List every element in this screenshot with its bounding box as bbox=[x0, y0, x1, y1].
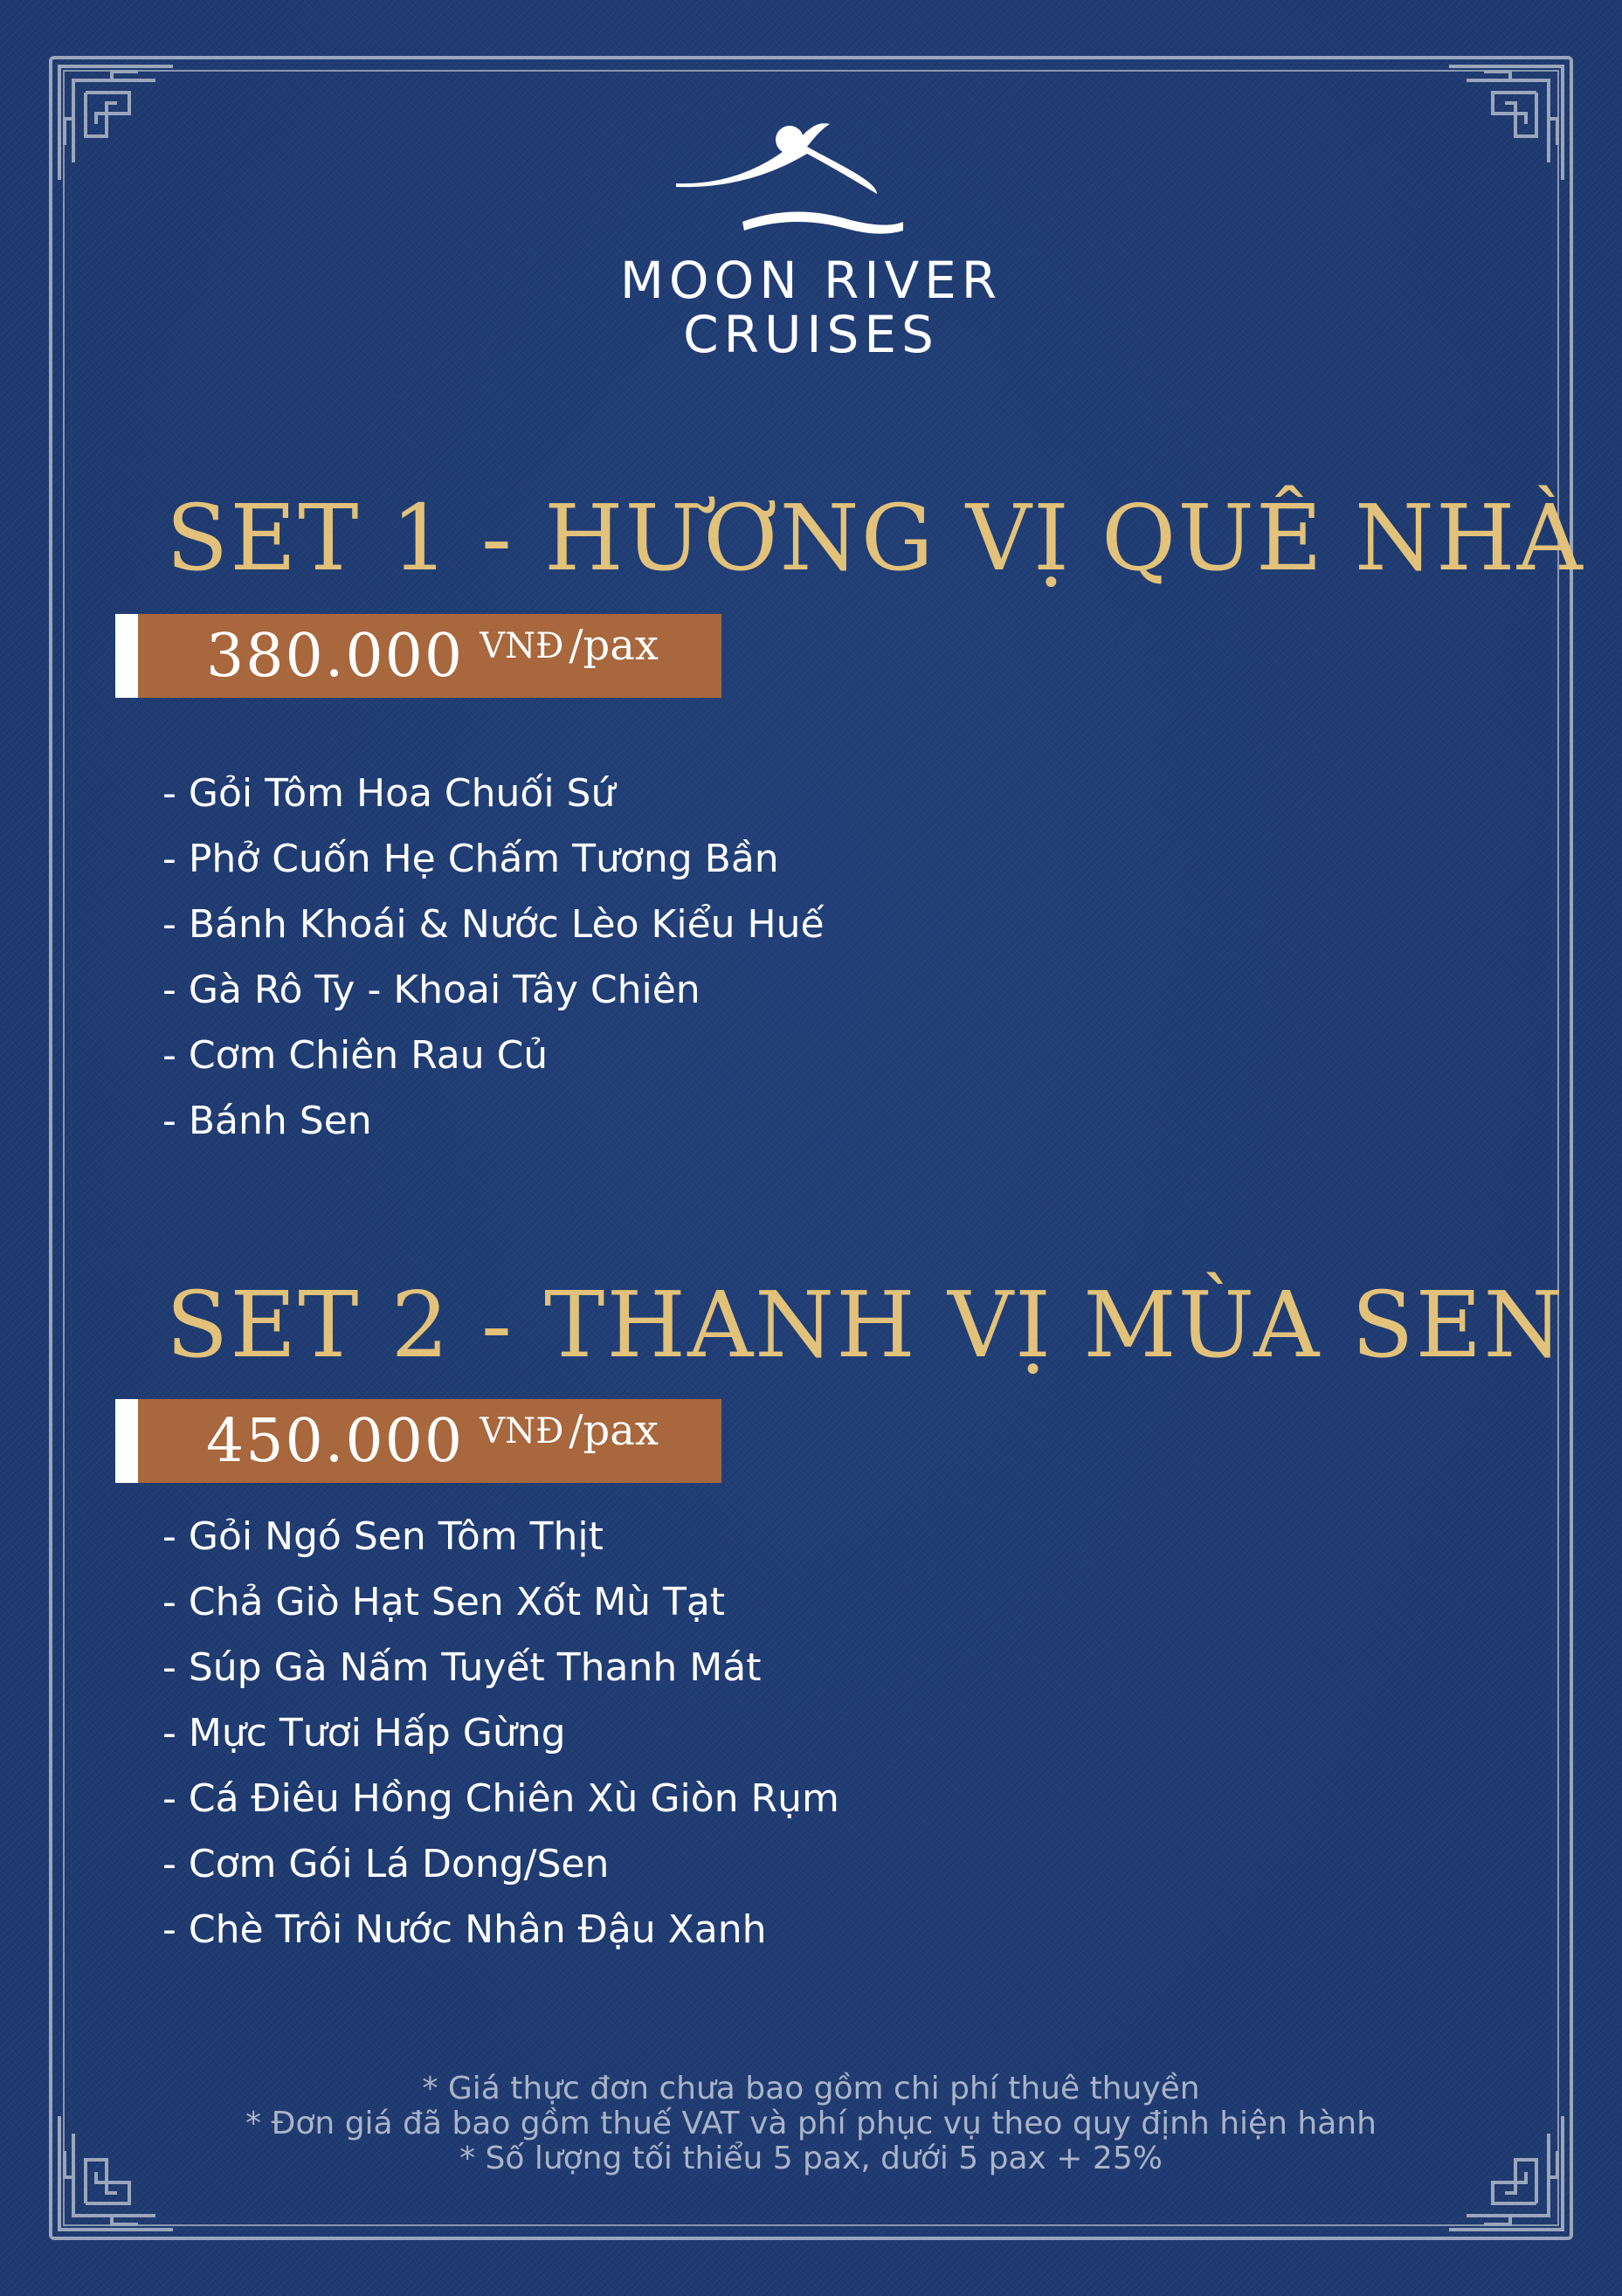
list-item: - Súp Gà Nấm Tuyết Thanh Mát bbox=[162, 1645, 762, 1690]
list-item: - Cơm Gói Lá Dong/Sen bbox=[162, 1842, 610, 1886]
set-2-price-band bbox=[115, 1399, 721, 1483]
set-2-menu-list bbox=[162, 1504, 839, 1962]
brand-logo bbox=[0, 114, 1622, 362]
set-2-currency: VNĐ bbox=[480, 1411, 564, 1451]
list-item: - Cơm Chiên Rau Củ bbox=[162, 1033, 549, 1078]
list-item: - Chả Giò Hạt Sen Xốt Mù Tạt bbox=[162, 1580, 726, 1624]
set-1-price: 380.000 bbox=[206, 621, 465, 691]
set-2-price: 450.000 bbox=[206, 1406, 465, 1476]
set-2-title: SET 2 - THANH VỊ MÙA SEN bbox=[166, 1272, 1565, 1378]
set-2-unit: /pax bbox=[569, 1406, 659, 1455]
set-1-currency: VNĐ bbox=[480, 626, 564, 666]
footnotes bbox=[0, 2072, 1622, 2176]
moon-boat-logo-icon bbox=[667, 114, 956, 253]
list-item: - Mực Tươi Hấp Gừng bbox=[162, 1711, 566, 1755]
list-item: - Cá Điêu Hồng Chiên Xù Giòn Rụm bbox=[162, 1776, 839, 1821]
footnote-line: * Giá thực đơn chưa bao gồm chi phí thuê thuyền bbox=[422, 2071, 1200, 2106]
footnote-line: * Số lượng tối thiểu 5 pax, dưới 5 pax + 25% bbox=[459, 2141, 1163, 2176]
list-item: - Gỏi Tôm Hoa Chuối Sứ bbox=[162, 771, 616, 816]
list-item: - Bánh Sen bbox=[162, 1099, 372, 1143]
set-1-unit: /pax bbox=[569, 621, 659, 670]
list-item: - Gà Rô Ty - Khoai Tây Chiên bbox=[162, 968, 701, 1012]
footnote-line: * Đơn giá đã bao gồm thuế VAT và phí phục vụ theo quy định hiện hành bbox=[245, 2106, 1377, 2141]
list-item: - Chè Trôi Nước Nhân Đậu Xanh bbox=[162, 1907, 767, 1952]
set-1-title: SET 1 - HƯƠNG VỊ QUÊ NHÀ bbox=[166, 485, 1584, 591]
list-item: - Gỏi Ngó Sen Tôm Thịt bbox=[162, 1514, 604, 1559]
brand-name-line2: CRUISES bbox=[683, 305, 939, 364]
set-1-menu-list bbox=[162, 761, 825, 1154]
list-item: - Bánh Khoái & Nước Lèo Kiểu Huế bbox=[162, 902, 825, 947]
set-1-price-band bbox=[115, 614, 721, 698]
list-item: - Phở Cuốn Hẹ Chấm Tương Bần bbox=[162, 837, 779, 881]
brand-name-line1: MOON RIVER bbox=[619, 251, 1003, 310]
